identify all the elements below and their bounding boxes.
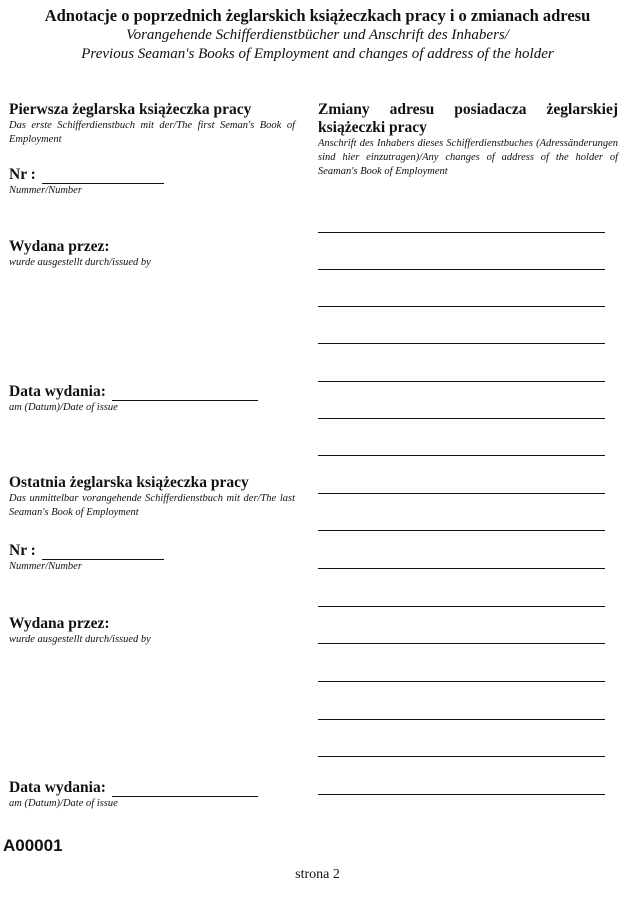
address-line[interactable] [318,719,605,720]
last-book-nr-label: Nr : [9,542,36,559]
address-line[interactable] [318,418,605,419]
page-header [0,6,635,64]
first-book-issued-by-sub: wurde ausgestellt durch/issued by [9,257,151,268]
address-line[interactable] [318,794,605,795]
address-line[interactable] [318,606,605,607]
address-line[interactable] [318,306,605,307]
address-line[interactable] [318,269,605,270]
address-line[interactable] [318,343,605,344]
first-book-date-label: Data wydania: [9,383,106,400]
first-book-heading: Pierwsza żeglarska książeczka pracy [9,101,252,118]
last-book-issued-by-label: Wydana przez: [9,615,110,632]
first-book-date-field[interactable] [9,383,299,414]
first-book-nr-sub: Nummer/Number [9,185,82,196]
first-book-date-line[interactable] [112,399,258,401]
last-book-date-sub: am (Datum)/Date of issue [9,798,118,809]
first-book-nr-label: Nr : [9,166,36,183]
last-book-date-line[interactable] [112,795,258,797]
first-book-date-sub: am (Datum)/Date of issue [9,402,118,413]
title-german: Vorangehende Schifferdienstbücher und Anschrift des Inhabers/ [126,27,509,43]
address-line[interactable] [318,530,605,531]
title-english: Previous Seaman's Books of Employment and changes of address of the holder [81,46,554,62]
last-book-issued-by-sub: wurde ausgestellt durch/issued by [9,634,151,645]
title-polish: Adnotacje o poprzednich żeglarskich książeczkach pracy i o zmianach adresu [44,6,591,25]
first-book-section [9,101,299,147]
address-line[interactable] [318,381,605,382]
last-book-date-label: Data wydania: [9,779,106,796]
first-book-subheading: Das erste Schifferdienstbuch mit der/The first Seman's Book of Employment [9,120,295,145]
first-book-issued-by-field[interactable] [9,238,299,269]
last-book-issued-by-field[interactable] [9,615,299,646]
last-book-nr-sub: Nummer/Number [9,561,82,572]
address-changes-subheading: Anschrift des Inhabers dieses Schifferdienstbuches (Adressänderungen sind hier einzutragen)/Any changes of address of the holder of Seaman's Book of Employment [318,138,618,177]
first-book-issued-by-label: Wydana przez: [9,238,110,255]
first-book-nr-field[interactable] [9,166,299,197]
address-line[interactable] [318,756,605,757]
address-changes-section [318,101,618,179]
address-line[interactable] [318,568,605,569]
last-book-subheading: Das unmittelbar vorangehende Schifferdienstbuch mit der/The last Seaman's Book of Employment [9,493,295,518]
page-number: strona 2 [295,867,340,882]
address-line[interactable] [318,681,605,682]
address-line[interactable] [318,232,605,233]
document-code: A00001 [3,836,63,855]
address-line[interactable] [318,643,605,644]
last-book-section [9,474,299,520]
last-book-date-field[interactable] [9,779,299,810]
address-line[interactable] [318,493,605,494]
last-book-heading: Ostatnia żeglarska książeczka pracy [9,474,249,491]
address-line[interactable] [318,455,605,456]
address-changes-heading: Zmiany adresu posiadacza żeglarskiej książeczki pracy [318,101,618,136]
last-book-nr-field[interactable] [9,542,299,573]
